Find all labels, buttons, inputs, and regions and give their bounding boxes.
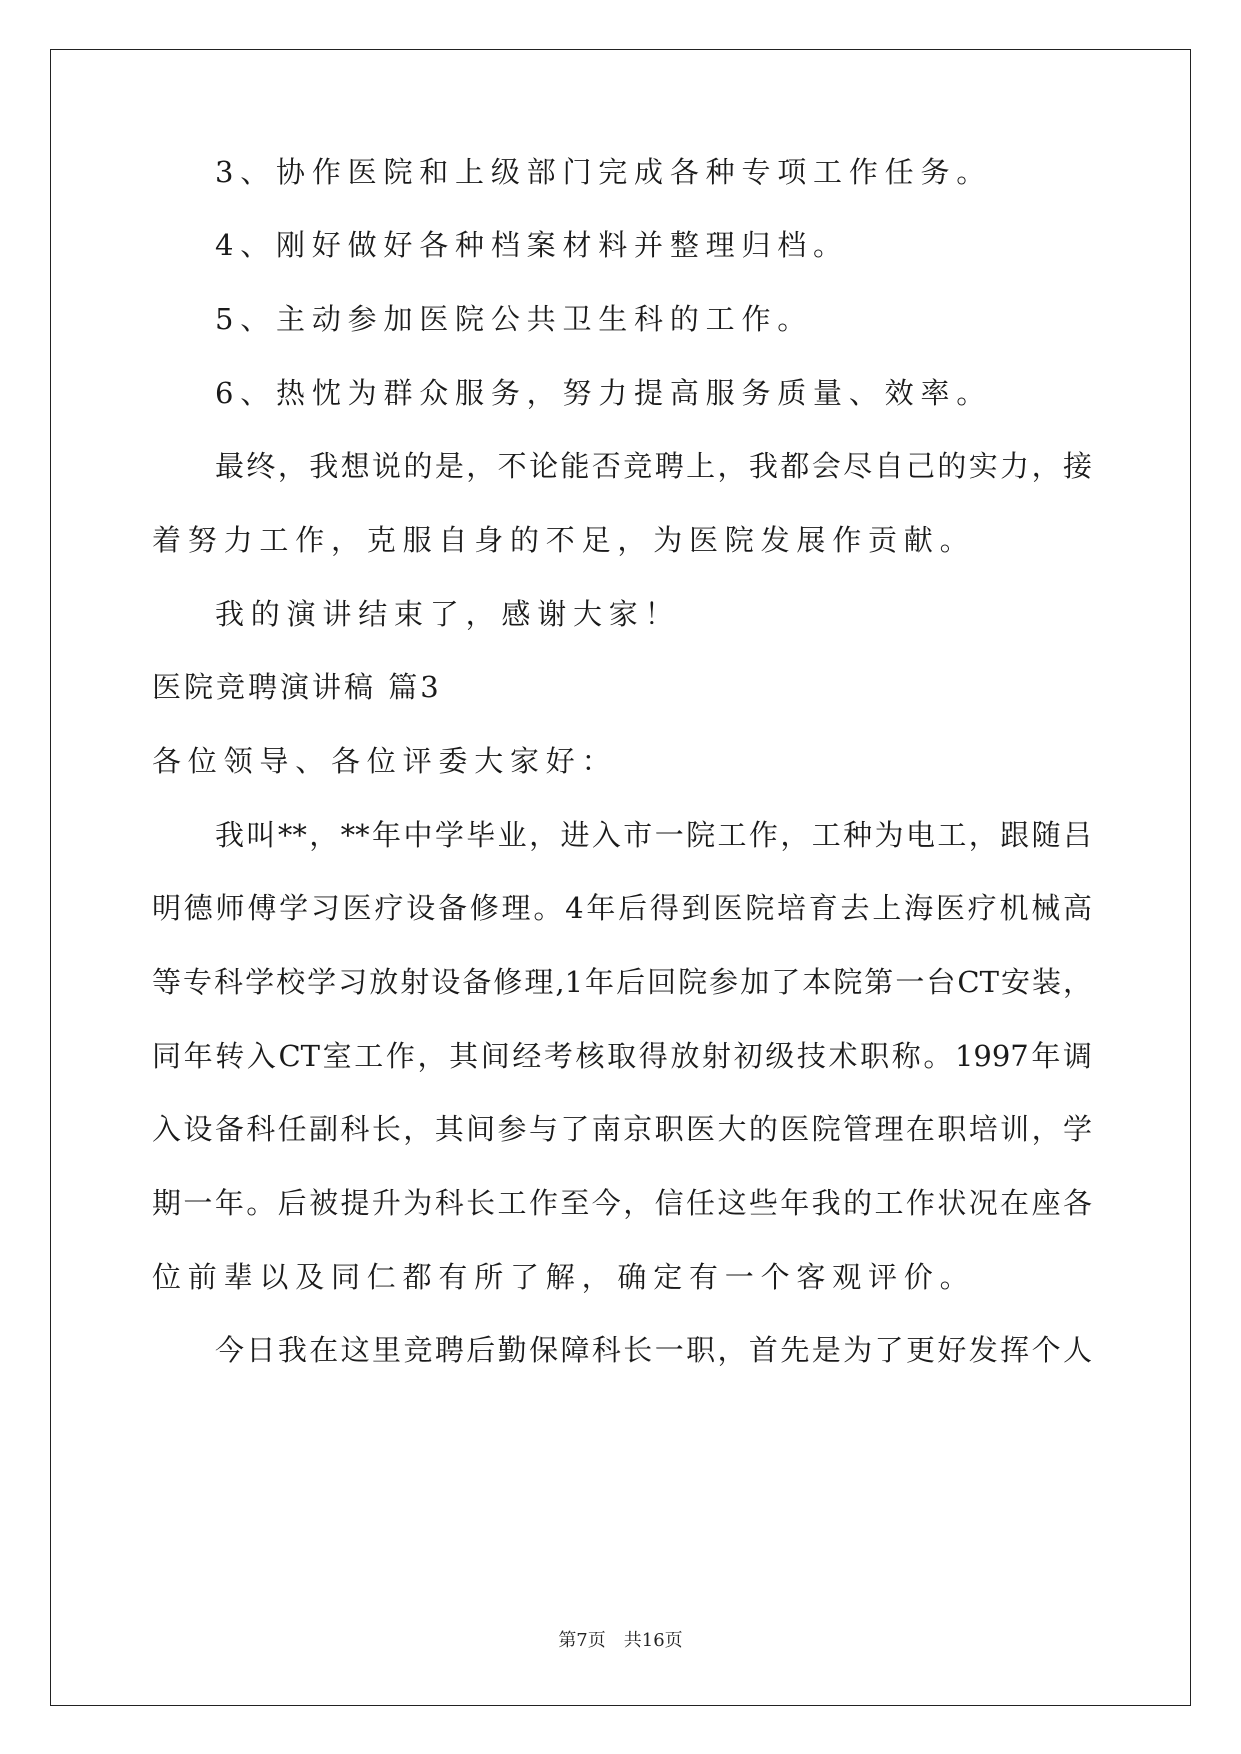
section-heading: 医院竞聘演讲稿 篇3: [152, 670, 442, 704]
list-item-4: 4、刚好做好各种档案材料并整理归档。: [215, 228, 849, 262]
closing-line: 我的演讲结束了，感谢大家！: [215, 597, 681, 631]
paragraph-line: 明德师傅学习医疗设备修理。4年后得到医院培育去上海医疗机械高: [152, 891, 1092, 925]
paragraph-line: 着努力工作，克服自身的不足，为医院发展作贡献。: [152, 523, 976, 557]
page-number: 第7页 共16页: [558, 1630, 683, 1651]
salutation: 各位领导、各位评委大家好：: [152, 744, 618, 778]
page-border: [50, 49, 1191, 1706]
paragraph-line: 位前辈以及同仁都有所了解，确定有一个客观评价。: [152, 1260, 976, 1294]
paragraph-line: 等专科学校学习放射设备修理,1年后回院参加了本院第一台CT安装，: [152, 965, 1092, 999]
paragraph-line: 我叫**，**年中学毕业，进入市一院工作，工种为电工，跟随吕: [215, 818, 1092, 852]
list-item-6: 6、热忱为群众服务，努力提高服务质量、效率。: [215, 376, 993, 410]
paragraph-line: 期一年。后被提升为科长工作至今，信任这些年我的工作状况在座各: [152, 1186, 1092, 1220]
list-item-3: 3、协作医院和上级部门完成各种专项工作任务。: [215, 155, 993, 189]
paragraph-line: 最终，我想说的是，不论能否竞聘上，我都会尽自己的实力，接: [215, 449, 1092, 483]
paragraph-line: 入设备科任副科长，其间参与了南京职医大的医院管理在职培训，学: [152, 1112, 1092, 1146]
paragraph-line: 今日我在这里竞聘后勤保障科长一职，首先是为了更好发挥个人: [215, 1333, 1092, 1367]
list-item-5: 5、主动参加医院公共卫生科的工作。: [215, 302, 814, 336]
paragraph-line: 同年转入CT室工作，其间经考核取得放射初级技术职称。1997年调: [152, 1039, 1092, 1073]
